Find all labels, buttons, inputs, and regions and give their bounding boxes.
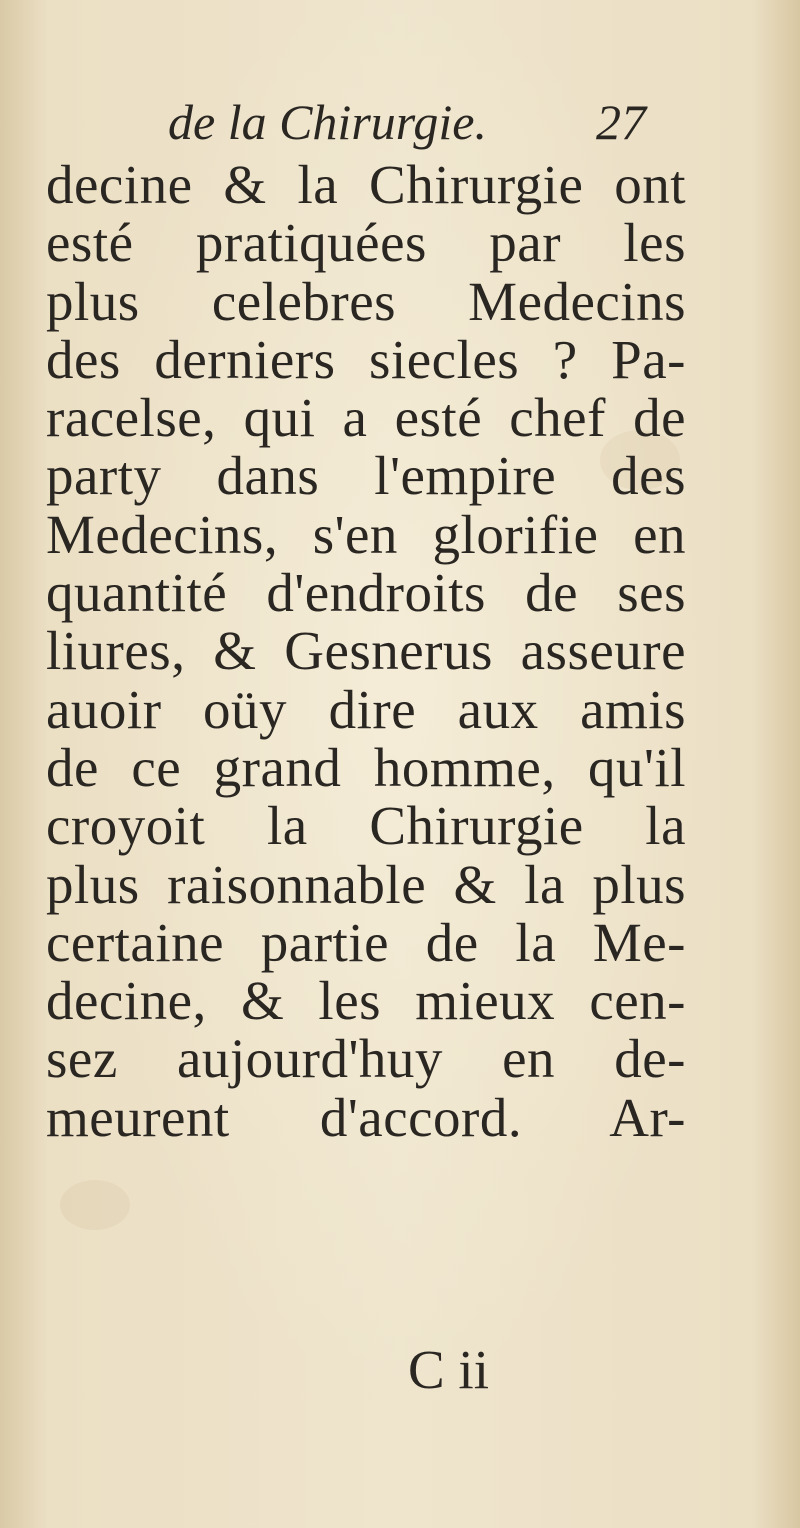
text-line: sez aujourd'huy en de- xyxy=(46,1028,686,1090)
text-line: Medecins, s'en glorifie en xyxy=(46,503,686,565)
paper-stain xyxy=(60,1180,130,1230)
signature-mark: C ii xyxy=(408,1339,489,1400)
body-text xyxy=(46,156,686,1147)
text-line: des derniers siecles ? Pa- xyxy=(46,328,686,390)
text-line: meurent d'accord. Ar- xyxy=(46,1086,686,1148)
text-line: liures, & Gesnerus asseure xyxy=(46,620,686,682)
text-line: quantité d'endroits de ses xyxy=(46,562,686,624)
text-line: croyoit la Chirurgie la xyxy=(46,795,686,857)
text-line: auoir oüy dire aux amis xyxy=(46,678,686,740)
text-line: de ce grand homme, qu'il xyxy=(46,736,686,798)
text-line: decine, & les mieux cen- xyxy=(46,970,686,1032)
text-line: decine & la Chirurgie ont xyxy=(46,154,686,215)
text-line: esté pratiquées par les xyxy=(46,212,686,274)
running-title: de la Chirurgie. xyxy=(168,94,487,150)
text-line: plus raisonnable & la plus xyxy=(46,853,686,915)
text-line: certaine partie de la Me- xyxy=(46,911,686,973)
page-number: 27 xyxy=(596,94,646,150)
text-line: party dans l'empire des xyxy=(46,445,686,507)
text-line: plus celebres Medecins xyxy=(46,270,686,332)
text-line: racelse, qui a esté chef de xyxy=(46,387,686,449)
page-header xyxy=(0,92,800,162)
